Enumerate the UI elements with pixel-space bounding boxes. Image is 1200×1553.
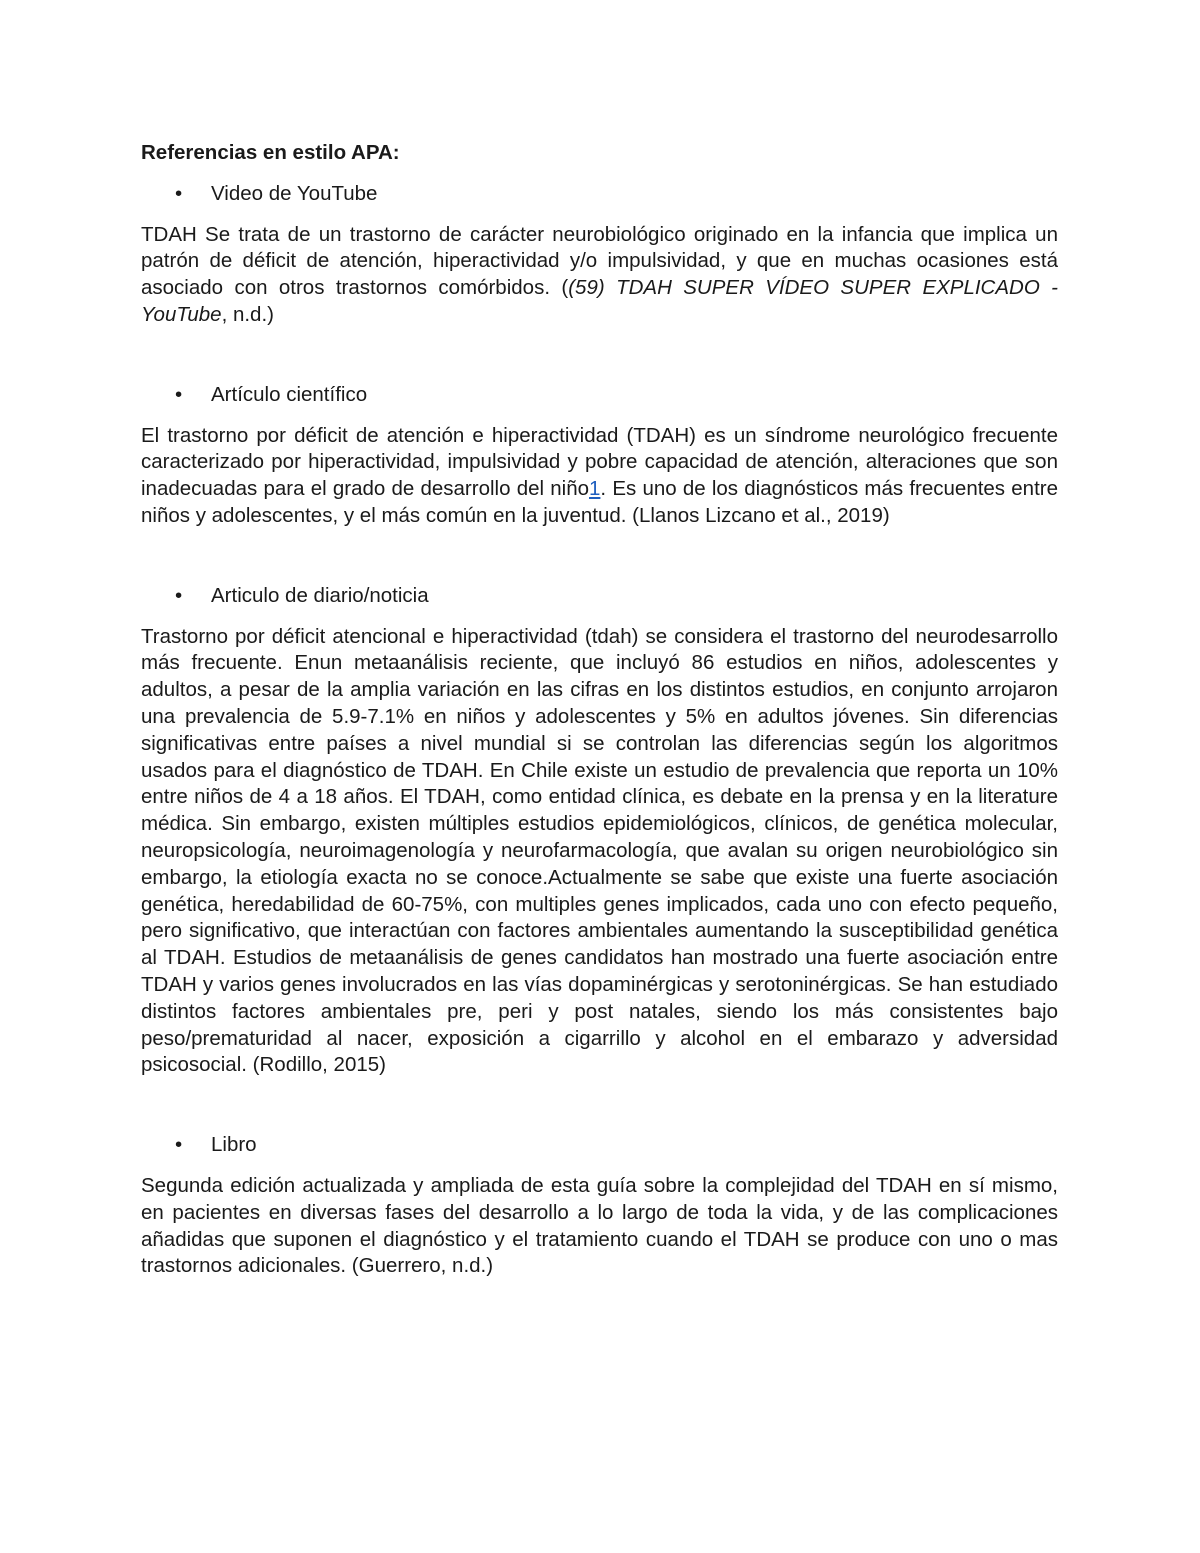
bullet-icon: •: [175, 583, 183, 607]
bullet-icon: •: [175, 181, 183, 205]
paragraph-text: El trastorno por déficit de atención e hiperactividad (TDAH) es un síndrome neurológico frecuente caracterizado por hiperactividad, impulsividad y pobre capacidad de atención, alteraciones que son inadecuadas para el grado de desarrollo del niño: [141, 423, 1058, 501]
bullet-label: Artículo científico: [211, 382, 368, 406]
footnote-link[interactable]: 1: [589, 477, 601, 501]
bullet-item-news: [141, 583, 1058, 610]
citation-end: , n.d.): [221, 302, 274, 326]
reference-paragraph-article: [141, 423, 1058, 530]
reference-paragraph-book: Segunda edición actualizada y ampliada de esta guía sobre la complejidad del TDAH en sí mismo, en pacientes en diversas fases del desarrollo a lo largo de toda la vida, y de las complicaciones añadidas que suponen el diagnóstico y el tratamiento cuando el TDAH se produce con uno o mas trastornos adicionales. (Guerrero, n.d.): [141, 1173, 1058, 1278]
bullet-item-video: [141, 181, 1058, 208]
bullet-item-book: [141, 1132, 1058, 1159]
paragraph-text-continued: . Es uno de los diagnósticos más frecuentes entre niños y adolescentes, y el más común en la juventud. (Llanos Lizcano et al., 2019): [141, 477, 1058, 527]
document-content: [141, 140, 1058, 1280]
bullet-label: Articulo de diario/noticia: [211, 583, 429, 607]
bullet-item-article: [141, 382, 1058, 409]
reference-paragraph-video: [141, 222, 1058, 329]
bullet-label: Libro: [211, 1133, 257, 1157]
bullet-icon: •: [175, 1133, 183, 1157]
bullet-label: Video de YouTube: [211, 181, 378, 205]
bullet-icon: •: [175, 382, 183, 406]
citation-title: (59) TDAH SUPER VÍDEO SUPER EXPLICADO - YouTube: [141, 276, 1058, 326]
paragraph-text: TDAH Se trata de un trastorno de carácter neurobiológico originado en la infancia que implica un patrón de déficit de atención, hiperactividad y/o impulsividad, y que en muchas ocasiones está asociado con otros trastornos comórbidos. (: [141, 222, 1058, 300]
reference-paragraph-news: Trastorno por déficit atencional e hiperactividad (tdah) se considera el trastorno del neurodesarrollo más frecuente. Enun metaanálisis reciente, que incluyó 86 estudios en niños, adolescentes y adultos, a pesar de la amplia variación en las cifras en los distintos estudios, en conjunto arrojaron una prevalencia de 5.9-7.1% en niños y adolescentes y 5% en adultos jóvenes. Sin diferencias significativas entre países a nivel mundial si se controlan las diferencias según los algoritmos usados para el diagnóstico de TDAH. En Chile existe un estudio de prevalencia que reporta un 10% entre niños de 4 a 18 años. El TDAH, como entidad clínica, es debate en la prensa y en la literature médica. Sin embargo, existen múltiples estudios epidemiológicos, clínicos, de genética molecular, neuropsicología, neuroimagenología y neurofarmacología, que avalan su origen neurobiológico sin embargo, la etiología exacta no se conoce.Actualmente se sabe que existe una fuerte asociación genética, heredabilidad de 60-75%, con multiples genes implicados, cada uno con efecto pequeño, pero significativo, que interactúan con factores ambientales aumentando la susceptibilidad genética al TDAH. Estudios de metaanálisis de genes candidatos han mostrado una fuerte asociación entre TDAH y varios genes involucrados en las vías dopaminérgicas y serotoninérgicas. Se han estudiado distintos factores ambientales pre, peri y post natales, siendo los más consistentes bajo peso/prematuridad al nacer, exposición a cigarrillo y alcohol en el embarazo y adversidad psicosocial. (Rodillo, 2015): [141, 624, 1058, 1077]
page-title: Referencias en estilo APA:: [141, 141, 400, 164]
